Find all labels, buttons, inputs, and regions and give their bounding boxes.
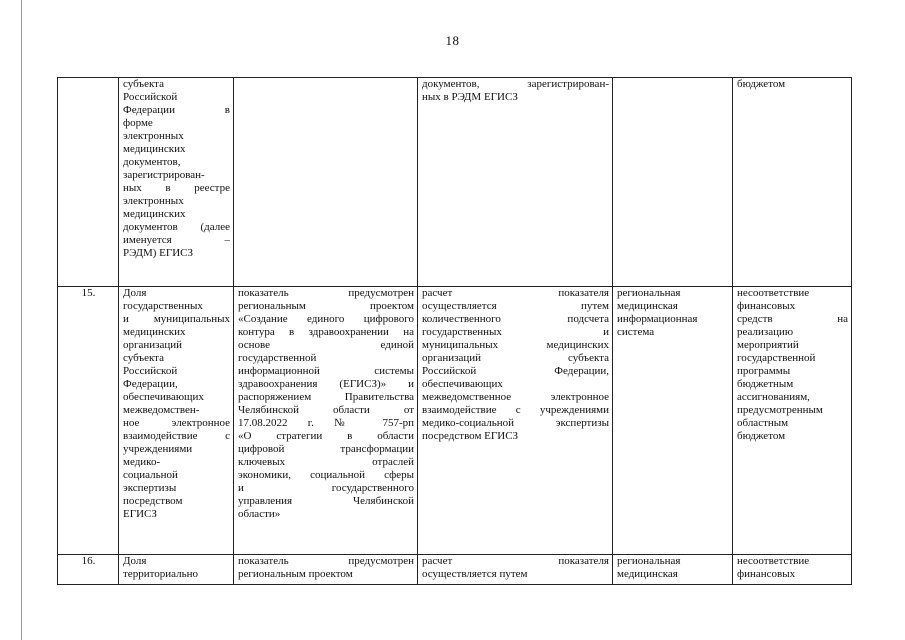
cell-text-line: государственной: [737, 352, 816, 364]
cell-text-line: муниципальных медицинских: [422, 339, 609, 351]
cell-text-line: мероприятий: [737, 339, 799, 351]
cell-text-line: экономики, социальной сферы: [238, 469, 414, 481]
cell-text-line: региональная: [617, 287, 681, 299]
cell-text-line: бюджетным: [737, 378, 794, 390]
cell-text-line: посредством: [123, 495, 183, 507]
row-number-cell: 16.: [58, 555, 119, 585]
cell-text-line: субъекта: [123, 352, 165, 364]
cell-text-line: обеспечивающих: [422, 378, 503, 390]
cell-text-line: бюджетом: [737, 430, 786, 442]
cell-text-line: региональная: [617, 555, 681, 567]
cell-text-line: экспертизы: [123, 482, 177, 494]
calculation-method-cell: [418, 287, 613, 555]
calculation-method-cell: [418, 78, 613, 287]
cell-text-line: программы: [737, 365, 791, 377]
data-source-cell: [613, 78, 733, 287]
cell-text-line: Доля: [123, 555, 147, 567]
cell-text-line: расчет показателя: [422, 555, 609, 567]
cell-text-line: документов,: [123, 156, 181, 168]
cell-text-line: медико-: [123, 456, 161, 468]
cell-text-line: документов (далее: [123, 221, 230, 233]
cell-text-line: именуется –: [123, 234, 230, 246]
cell-text-line: несоответствие: [737, 287, 810, 299]
indicator-table: [57, 77, 852, 585]
calculation-method-cell: [418, 555, 613, 585]
cell-text-line: посредством ЕГИСЗ: [422, 430, 519, 442]
cell-text-line: региональным проектом: [238, 300, 414, 312]
basis-cell: [234, 287, 418, 555]
cell-text-line: областным: [737, 417, 789, 429]
cell-text-line: финансовых: [737, 300, 796, 312]
cell-text-line: государственной: [238, 352, 317, 364]
cell-text-line: социальной: [123, 469, 178, 481]
cell-text-line: медико-социальной экспертизы: [422, 417, 609, 429]
cell-text-line: Федерации,: [123, 378, 178, 390]
cell-text-line: «О стратегии в области: [238, 430, 414, 442]
page-number: 18: [445, 33, 460, 48]
cell-text-line: осуществляется путем: [422, 568, 528, 580]
cell-text-line: организаций: [123, 339, 183, 351]
cell-text-line: «Создание единого цифрового: [238, 313, 414, 325]
risk-cell: [733, 287, 852, 555]
risk-cell: [733, 555, 852, 585]
cell-text-line: система: [617, 326, 655, 338]
cell-text-line: ное электронное: [123, 417, 230, 429]
cell-text-line: области»: [238, 508, 281, 520]
cell-text-line: основе единой: [238, 339, 414, 351]
cell-text-line: Российской: [123, 91, 178, 103]
data-source-cell: [613, 287, 733, 555]
cell-text-line: несоответствие: [737, 555, 810, 567]
cell-text-line: 17.08.2022 г. № 757-рп: [238, 417, 414, 429]
basis-cell: [234, 78, 418, 287]
cell-text-line: ных в реестре: [123, 182, 230, 194]
cell-text-line: реализацию: [737, 326, 794, 338]
cell-text-line: Российской Федерации,: [422, 365, 609, 377]
cell-text-line: ключевых отраслей: [238, 456, 414, 468]
cell-text-line: региональным проектом: [238, 568, 353, 580]
cell-text-line: межведомствен-: [123, 404, 200, 416]
cell-text-line: и муниципальных: [123, 313, 230, 325]
cell-text-line: ных в РЭДМ ЕГИСЗ: [422, 91, 518, 103]
cell-text-line: субъекта: [123, 78, 165, 90]
cell-text-line: информационной системы: [238, 365, 414, 377]
indicator-name-cell: [119, 78, 234, 287]
cell-text-line: электронных: [123, 130, 184, 142]
cell-text-line: РЭДМ) ЕГИСЗ: [123, 247, 194, 259]
cell-text-line: осуществляется путем: [422, 300, 609, 312]
data-source-cell: [613, 555, 733, 585]
row-number-cell: 15.: [58, 287, 119, 555]
cell-text-line: взаимодействие с учреждениями: [422, 404, 609, 416]
cell-text-line: здравоохранения (ЕГИСЗ)» и: [238, 378, 414, 390]
cell-text-line: медицинская: [617, 300, 678, 312]
cell-text-line: ассигнованиям,: [737, 391, 810, 403]
table-row: [58, 78, 852, 287]
cell-text-line: финансовых: [737, 568, 796, 580]
cell-text-line: медицинская: [617, 568, 678, 580]
risk-cell: [733, 78, 852, 287]
cell-text-line: и государственного: [238, 482, 414, 494]
cell-text-line: показатель предусмотрен: [238, 555, 414, 567]
cell-text-line: распоряжением Правительства: [238, 391, 414, 403]
cell-text-line: форме: [123, 117, 153, 129]
cell-text-line: медицинских: [123, 143, 186, 155]
cell-text-line: информационная: [617, 313, 698, 325]
indicator-name-cell: [119, 287, 234, 555]
cell-text-line: Доля: [123, 287, 147, 299]
cell-text-line: расчет показателя: [422, 287, 609, 299]
cell-text-line: учреждениями: [123, 443, 193, 455]
indicator-name-cell: [119, 555, 234, 585]
cell-text-line: государственных: [123, 300, 203, 312]
row-number-cell: [58, 78, 119, 287]
cell-text-line: медицинских: [123, 208, 186, 220]
cell-text-line: организаций субъекта: [422, 352, 609, 364]
basis-cell: [234, 555, 418, 585]
cell-text-line: Федерации в: [123, 104, 230, 116]
cell-text-line: предусмотренным: [737, 404, 823, 416]
cell-text-line: ЕГИСЗ: [123, 508, 157, 520]
cell-text-line: бюджетом: [737, 78, 786, 90]
cell-text-line: территориально: [123, 568, 198, 580]
cell-text-line: количественного подсчета: [422, 313, 609, 325]
table-row: [58, 287, 852, 555]
cell-text-line: управления Челябинской: [238, 495, 414, 507]
cell-text-line: государственных и: [422, 326, 609, 338]
cell-text-line: цифровой трансформации: [238, 443, 414, 455]
cell-text-line: зарегистрирован-: [123, 169, 205, 181]
cell-text-line: взаимодействие с: [123, 430, 230, 442]
cell-text-line: обеспечивающих: [123, 391, 204, 403]
cell-text-line: межведомственное электронное: [422, 391, 609, 403]
cell-text-line: документов, зарегистрирован-: [422, 78, 609, 90]
cell-text-line: Российской: [123, 365, 178, 377]
page-edge-line: [21, 0, 22, 640]
cell-text-line: медицинских: [123, 326, 186, 338]
cell-text-line: электронных: [123, 195, 184, 207]
cell-text-line: показатель предусмотрен: [238, 287, 414, 299]
table-row: [58, 555, 852, 585]
cell-text-line: контура в здравоохранении на: [238, 326, 414, 338]
cell-text-line: Челябинской области от: [238, 404, 414, 416]
cell-text-line: средств на: [737, 313, 848, 325]
